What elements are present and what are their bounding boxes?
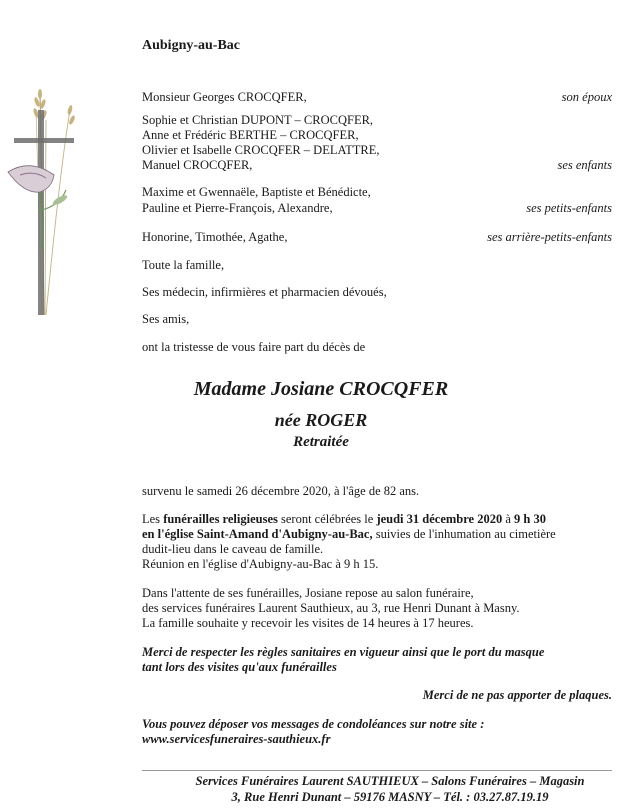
family-line: Anne et Frédéric BERTHE – CROCQFER, — [142, 128, 359, 142]
death-notice: survenu le samedi 26 décembre 2020, à l'âge de 82 ans. — [142, 484, 420, 498]
family-line: Toute la famille, — [142, 258, 225, 272]
rest-line: Dans l'attente de ses funérailles, Josiane repose au salon funéraire, — [142, 586, 474, 600]
family-line: Olivier et Isabelle CROCQFER – DELATTRE, — [142, 143, 380, 157]
family-role: ses petits-enfants — [526, 201, 612, 215]
cross-lily-illustration — [0, 80, 110, 320]
family-line: Monsieur Georges CROCQFER, — [142, 90, 307, 104]
funeral-line-4: Réunion en l'église d'Aubigny-au-Bac à 9 h 15. — [142, 557, 379, 571]
website-link[interactable]: www.servicesfuneraires-sauthieux.fr — [142, 732, 331, 746]
family-role: son époux — [561, 90, 612, 104]
funeral-line-1: Les funérailles religieuses seront célébrées le jeudi 31 décembre 2020 à 9 h 30 — [142, 512, 546, 526]
footer-line: 3, Rue Henri Dunant – 59176 MASNY – Tél. : 03.27.87.19.19 — [231, 790, 549, 804]
family-line: Manuel CROCQFER, — [142, 158, 253, 172]
family-role: ses enfants — [557, 158, 612, 172]
footer-divider — [142, 770, 612, 771]
sanitary-line: Merci de respecter les règles sanitaires en vigueur ainsi que le port du masque — [142, 645, 545, 659]
funeral-line-3: dudit-lieu dans le caveau de famille. — [142, 542, 324, 556]
footer-line: Services Funéraires Laurent SAUTHIEUX – Salons Funéraires – Magasin — [195, 774, 585, 788]
maiden-name: née ROGER — [274, 410, 368, 430]
no-plaques-note: Merci de ne pas apporter de plaques. — [422, 688, 612, 702]
family-line: Sophie et Christian DUPONT – CROCQFER, — [142, 113, 374, 127]
sanitary-line: tant lors des visites qu'aux funérailles — [142, 660, 337, 674]
family-line: Ses médecin, infirmières et pharmacien dévoués, — [142, 285, 387, 299]
family-line: Maxime et Gwennaële, Baptiste et Bénédicte, — [142, 185, 371, 199]
town-heading: Aubigny-au-Bac — [142, 38, 241, 53]
rest-line: La famille souhaite y recevoir les visites de 14 heures à 17 heures. — [142, 616, 474, 630]
family-line: Pauline et Pierre-François, Alexandre, — [142, 201, 333, 215]
deceased-name: Madame Josiane CROCQFER — [193, 378, 449, 400]
family-line: Ses amis, — [142, 312, 190, 326]
condolences-line: Vous pouvez déposer vos messages de condoléances sur notre site : — [142, 717, 485, 731]
funeral-line-2: en l'église Saint-Amand d'Aubigny-au-Bac, suivies de l'inhumation au cimetière — [142, 527, 556, 541]
family-role: ses arrière-petits-enfants — [487, 230, 612, 244]
announcement-line: ont la tristesse de vous faire part du décès de — [142, 340, 366, 354]
family-line: Honorine, Timothée, Agathe, — [142, 230, 288, 244]
rest-line: des services funéraires Laurent Sauthieux, au 3, rue Henri Dunant à Masny. — [142, 601, 520, 615]
occupation: Retraitée — [293, 434, 349, 450]
